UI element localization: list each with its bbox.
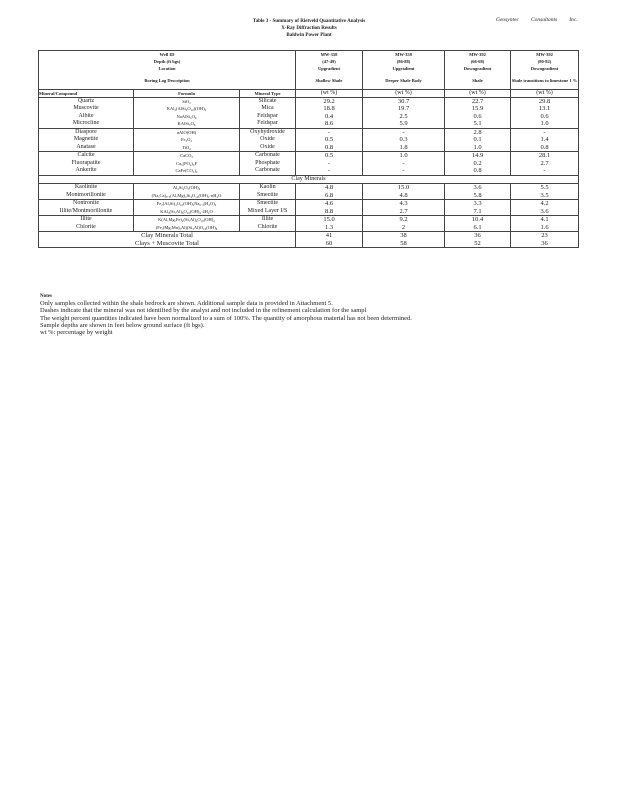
value-cell: 4.1	[511, 216, 579, 224]
mineral-type-cell: Kaolin	[240, 184, 296, 192]
table-row	[39, 105, 579, 113]
total-value-cell: 23	[511, 232, 579, 240]
total-value-cell: 60	[296, 240, 363, 248]
value-cell: 0.5	[296, 136, 363, 144]
value-cell: 29.2	[296, 97, 363, 105]
boring-label: Boring Log Description	[39, 73, 296, 90]
mineral-type-cell: Feldspar	[240, 113, 296, 121]
formula-cell: TiO₂	[134, 144, 240, 152]
notes-section	[40, 293, 412, 336]
formula-cell: CaCO₃	[134, 152, 240, 160]
value-cell: 3.6	[445, 184, 511, 192]
value-cell: 5.5	[511, 184, 579, 192]
notes-heading: Notes	[40, 294, 52, 299]
value-cell: 0.8	[445, 167, 511, 175]
formula-cell: Ca₅(PO₄)₃F	[134, 160, 240, 168]
unit-col-header-3: (wt %)	[445, 89, 511, 97]
value-cell: 0.2	[445, 160, 511, 168]
table-row	[39, 167, 579, 175]
note-line: Sample depths are shown in feet below ground surface (ft bgs).	[40, 321, 205, 329]
value-cell: 1.0	[445, 144, 511, 152]
formula-cell: Al₂Si₂O₅(OH)₄	[134, 184, 240, 192]
value-cell: 0.6	[511, 113, 579, 121]
table-row	[39, 192, 579, 200]
table-row	[39, 120, 579, 128]
mineral-type-cell: Mica	[240, 105, 296, 113]
formula-cell: NaAlSi₃O₈	[134, 113, 240, 121]
mineral-name-cell: Illite/Montmorillonite	[39, 208, 134, 216]
depth-label: Depth (ft bgs)	[39, 58, 296, 65]
value-cell: 22.7	[445, 97, 511, 105]
value-cell: -	[363, 160, 445, 168]
mineral-name-cell: Calcite	[39, 152, 134, 160]
value-cell: 2.5	[363, 113, 445, 121]
value-cell: -	[363, 128, 445, 136]
firm-name-main: Geosyntec	[496, 17, 519, 23]
formula-cell: Fe₃O₄	[134, 136, 240, 144]
mineral-type-cell: Smectite	[240, 192, 296, 200]
well-2-location: Upgradient	[363, 65, 445, 72]
unit-col-header-2: (wt %)	[363, 89, 445, 97]
mineral-name-cell: Kaolinite	[39, 184, 134, 192]
mineral-name-cell: Anatase	[39, 144, 134, 152]
formula-cell: αAlO(OH)	[134, 128, 240, 136]
value-cell: 14.9	[445, 152, 511, 160]
total-label: Clays + Muscovite Total	[39, 240, 296, 248]
well-id-row	[39, 51, 579, 59]
firm-name-inc: Inc.	[569, 17, 578, 23]
formula-cell: KAl₂(AlSi₃O₁₀)(OH)₂	[134, 105, 240, 113]
formula-col-header: Formula	[134, 89, 240, 97]
well-3-location: Downgradient	[445, 65, 511, 72]
table-subtitle: X-Ray Diffraction Results	[281, 26, 337, 31]
site-name: Baldwin Power Plant	[286, 33, 332, 38]
formula-cell: Fe₂(Al,Si)₄O₁₀(OH)₂Na₀.₃(H₂O)₄	[134, 200, 240, 208]
value-cell: 13.1	[511, 105, 579, 113]
table-row	[39, 200, 579, 208]
value-cell: 1.0	[511, 120, 579, 128]
mineral-name-cell: Quartz	[39, 97, 134, 105]
note-line: Only samples collected within the shale bedrock are shown. Additional sample data is provided in Attachment 5.	[40, 300, 333, 308]
table-row	[39, 113, 579, 121]
table-row	[39, 184, 579, 192]
value-cell: 2.8	[445, 128, 511, 136]
firm-name	[496, 17, 590, 23]
value-cell: 4.3	[363, 200, 445, 208]
note-line: Dashes indicate that the mineral was not identified by the analyst and not included in the refinement calculation for the sampl	[40, 307, 367, 315]
column-header-row	[39, 89, 579, 97]
table-row	[39, 224, 579, 232]
value-cell: 3.5	[511, 192, 579, 200]
table-title: Table 3 - Summary of Rietveld Quantitative Analysis	[252, 19, 366, 24]
type-col-header: Mineral Type	[240, 89, 296, 97]
well-2-depth: (86-88)	[363, 58, 445, 65]
total-row	[39, 232, 579, 240]
mineral-col-header: Mineral/Compound	[39, 89, 134, 97]
value-cell: 8.6	[296, 120, 363, 128]
table-row	[39, 97, 579, 105]
mineral-name-cell: Microcline	[39, 120, 134, 128]
value-cell: 1.4	[511, 136, 579, 144]
mineral-type-cell: Oxyhydroxide	[240, 128, 296, 136]
value-cell: 0.4	[296, 113, 363, 121]
mineral-type-cell: Carbonate	[240, 152, 296, 160]
mineral-type-cell: Oxide	[240, 144, 296, 152]
location-row	[39, 65, 579, 72]
value-cell: 0.8	[511, 144, 579, 152]
value-cell: 6.8	[296, 192, 363, 200]
value-cell: 2.7	[511, 160, 579, 168]
well-3-boring: Shale	[445, 73, 511, 90]
value-cell: 0.5	[296, 152, 363, 160]
value-cell: 0.8	[296, 144, 363, 152]
well-4-depth: (80-82)	[511, 58, 579, 65]
non-clay-rows	[39, 97, 579, 175]
mineral-type-cell: Smectite	[240, 200, 296, 208]
mineral-name-cell: Muscovite	[39, 105, 134, 113]
value-cell: 4.2	[511, 200, 579, 208]
value-cell: -	[296, 167, 363, 175]
mineral-type-cell: Chlorite	[240, 224, 296, 232]
value-cell: 29.8	[511, 97, 579, 105]
table-row	[39, 128, 579, 136]
table-row	[39, 208, 579, 216]
mineral-name-cell: Nontronite	[39, 200, 134, 208]
well-4-boring	[511, 73, 579, 90]
mineral-name-cell: Chlorite	[39, 224, 134, 232]
value-cell: 4.8	[296, 184, 363, 192]
value-cell: -	[363, 167, 445, 175]
mineral-name-cell: Magnetite	[39, 136, 134, 144]
total-value-cell: 41	[296, 232, 363, 240]
table-row	[39, 216, 579, 224]
well-4-boring-text: Shale transitions to limestone	[511, 77, 569, 83]
table-row	[39, 136, 579, 144]
note-line: The weight percent quantities indicated have been normalized to a sum of 100%. The quantity of amorphous material has not been determined.	[40, 314, 412, 322]
well-4-id: MW-392	[511, 51, 579, 59]
value-cell: 1.0	[363, 152, 445, 160]
value-cell: 1.6	[511, 224, 579, 232]
mineral-type-cell: Illite	[240, 216, 296, 224]
unit-col-header-4: (wt %)	[511, 89, 579, 97]
value-cell: 5.9	[363, 120, 445, 128]
total-value-cell: 36	[445, 232, 511, 240]
value-cell: 6.1	[445, 224, 511, 232]
value-cell: 0.1	[445, 136, 511, 144]
mineral-name-cell: Illite	[39, 216, 134, 224]
well-2-id: MW-358	[363, 51, 445, 59]
mineral-type-cell: Feldspar	[240, 120, 296, 128]
total-row	[39, 240, 579, 248]
formula-cell: CaFe(CO₃)₂	[134, 167, 240, 175]
total-value-cell: 38	[363, 232, 445, 240]
value-cell: 3.3	[445, 200, 511, 208]
value-cell: 3.6	[511, 208, 579, 216]
total-value-cell: 36	[511, 240, 579, 248]
mineral-type-cell: Carbonate	[240, 167, 296, 175]
boring-row	[39, 73, 579, 90]
firm-name-suffix: Consultants	[530, 17, 558, 23]
formula-cell: K(Al,Mg,Fe)₂(Si,Al)₄O₁₀(OH)₂	[134, 216, 240, 224]
clay-section-title: Clay Minerals	[39, 175, 579, 184]
total-label: Clay Minerals Total	[39, 232, 296, 240]
mineral-type-cell: Phosphate	[240, 160, 296, 168]
depth-row	[39, 58, 579, 65]
value-cell: 10.4	[445, 216, 511, 224]
formula-cell: KAlSi₃O₈	[134, 120, 240, 128]
value-cell: 4.8	[363, 192, 445, 200]
value-cell: -	[296, 128, 363, 136]
well-1-depth: (47-49)	[296, 58, 363, 65]
well-1-boring: Shallow Shale	[296, 73, 363, 90]
value-cell: 5.8	[445, 192, 511, 200]
value-cell: 0.3	[363, 136, 445, 144]
clay-section-row	[39, 175, 579, 184]
value-cell: 15.0	[296, 216, 363, 224]
table-row	[39, 144, 579, 152]
well-1-location: Upgradient	[296, 65, 363, 72]
value-cell: 2	[363, 224, 445, 232]
value-cell: 15.9	[445, 105, 511, 113]
value-cell: 7.1	[445, 208, 511, 216]
table-row	[39, 160, 579, 168]
value-cell: -	[511, 167, 579, 175]
value-cell: 2.7	[363, 208, 445, 216]
value-cell: 1.8	[363, 144, 445, 152]
mineral-name-cell: Ankerite	[39, 167, 134, 175]
value-cell: 30.7	[363, 97, 445, 105]
value-cell: 19.7	[363, 105, 445, 113]
value-cell: -	[511, 128, 579, 136]
mineral-name-cell: Fluorapatite	[39, 160, 134, 168]
note-line: wt %: percentage by weight	[40, 329, 113, 337]
value-cell: 9.2	[363, 216, 445, 224]
mineral-type-cell: Mixed Layer I/S	[240, 208, 296, 216]
formula-cell: (Fe,(Mg,Mn)₅Al)(Si₃Al)O₁₀(OH)₈	[134, 224, 240, 232]
mineral-name-cell: Montmorillonite	[39, 192, 134, 200]
location-label: Location	[39, 65, 296, 72]
mineral-type-cell: Oxide	[240, 136, 296, 144]
value-cell: 1.3	[296, 224, 363, 232]
unit-col-header-1: (wt %)	[296, 89, 363, 97]
value-cell: 4.6	[296, 200, 363, 208]
value-cell: -	[296, 160, 363, 168]
mineral-name-cell: Albite	[39, 113, 134, 121]
well-id-label: Well ID	[39, 51, 296, 59]
well-1-id: MW-358	[296, 51, 363, 59]
well-2-boring: Deeper Shale Body	[363, 73, 445, 90]
value-cell: 5.1	[445, 120, 511, 128]
mineral-type-cell: Silicate	[240, 97, 296, 105]
boring-footnote: 1 %	[569, 77, 578, 83]
total-value-cell: 52	[445, 240, 511, 248]
value-cell: 28.1	[511, 152, 579, 160]
xrd-results-table	[38, 50, 579, 248]
value-cell: 0.6	[445, 113, 511, 121]
formula-cell: SiO₂	[134, 97, 240, 105]
mineral-name-cell: Diaspore	[39, 128, 134, 136]
total-value-cell: 58	[363, 240, 445, 248]
clay-rows	[39, 184, 579, 232]
well-3-id: MW-392	[445, 51, 511, 59]
well-3-depth: (66-68)	[445, 58, 511, 65]
value-cell: 8.8	[296, 208, 363, 216]
formula-cell: (Na,Ca)₀.₃(Al,Mg)₂Si₄O₁₀(OH)₂·nH₂O	[134, 192, 240, 200]
total-rows	[39, 232, 579, 248]
table-row	[39, 152, 579, 160]
value-cell: 15.0	[363, 184, 445, 192]
well-4-location: Downgradient	[511, 65, 579, 72]
value-cell: 18.8	[296, 105, 363, 113]
formula-cell: KAl₄(Si,Al)₈O₁₀(OH)₄·4H₂O	[134, 208, 240, 216]
